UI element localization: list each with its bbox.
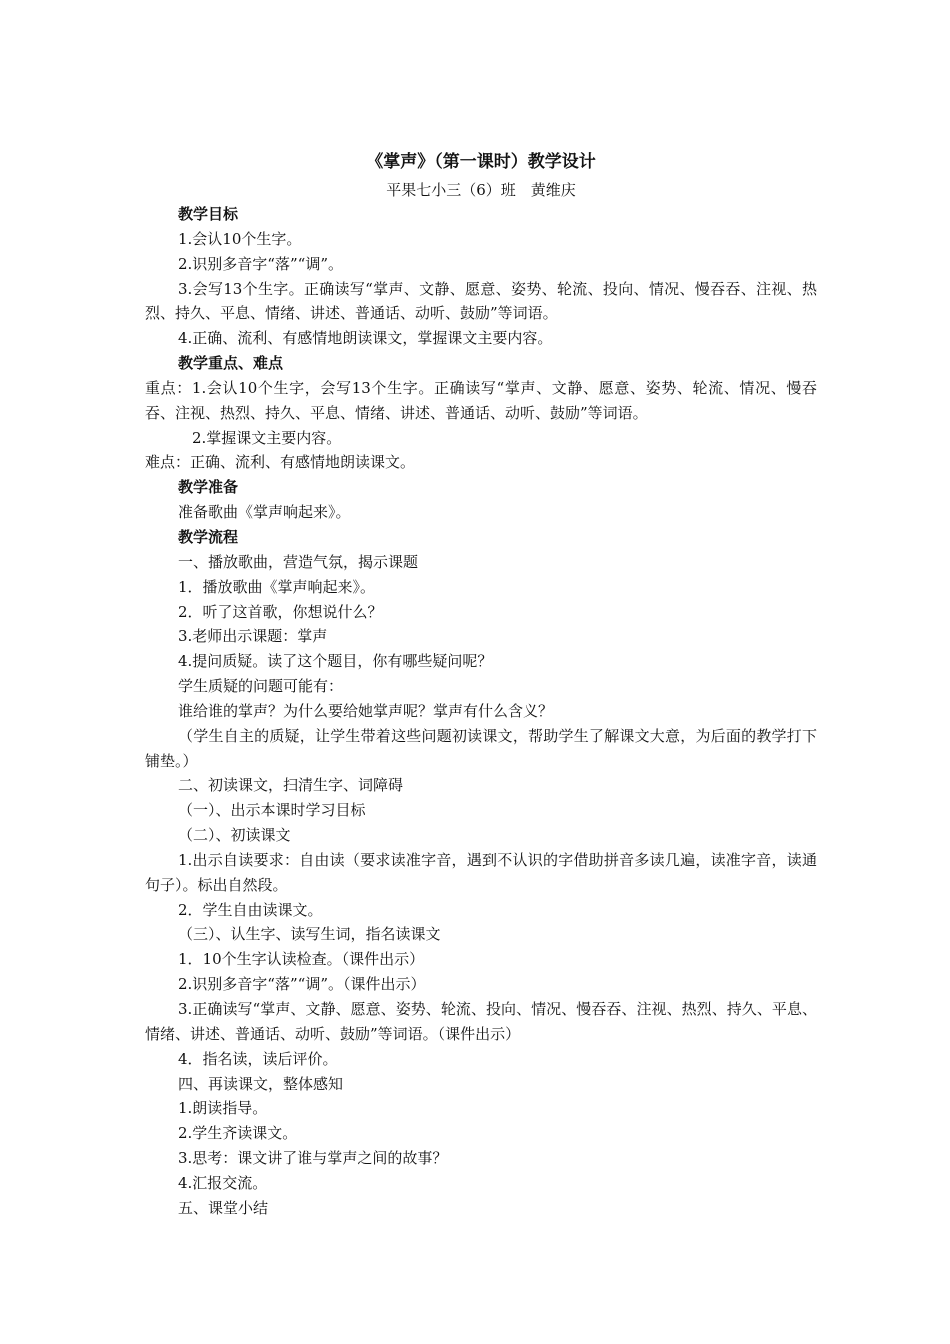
paragraph: 难点：正确、流利、有感情地朗读课文。 xyxy=(145,453,416,472)
paragraph: 四、再读课文，整体感知 xyxy=(178,1074,344,1093)
paragraph: （一）、出示本课时学习目标 xyxy=(178,801,366,820)
paragraph: 4．指名读，读后评价。 xyxy=(178,1049,338,1068)
paragraph: 二、初读课文，扫清生字、词障碍 xyxy=(178,776,404,795)
paragraph: （三）、认生字、读写生词，指名读课文 xyxy=(178,925,441,944)
paragraph: 1.会认10个生字。 xyxy=(178,229,302,248)
paragraph: 2．学生自由读课文。 xyxy=(178,900,323,919)
section-heading: 教学准备 xyxy=(178,478,239,497)
paragraph: 1．播放歌曲《掌声响起来》。 xyxy=(178,577,376,596)
paragraph: 一、播放歌曲，营造气氛，揭示课题 xyxy=(178,552,419,571)
paragraph: 4.提问质疑。读了这个题目，你有哪些疑问呢？ xyxy=(178,652,493,671)
document-body xyxy=(145,146,817,1221)
paragraph: 1.出示自读要求：自由读（要求读准字音，遇到不认识的字借助拼音多读几遍，读准字音，读通句子）。标出自然段。 xyxy=(145,850,817,894)
paragraph: 2.学生齐读课文。 xyxy=(178,1124,298,1143)
document-title: 《掌声》（第一课时）教学设计 xyxy=(366,152,596,172)
section-heading: 教学流程 xyxy=(178,527,239,546)
paragraph: 2.识别多音字“落”“调”。 xyxy=(178,254,343,273)
paragraph: 2.掌握课文主要内容。 xyxy=(192,428,342,447)
paragraph: （学生自主的质疑，让学生带着这些问题初读课文，帮助学生了解课文大意，为后面的教学打下铺垫。） xyxy=(145,726,817,770)
document-author: 平果七小三（6）班 黄维庆 xyxy=(386,181,576,199)
paragraph: 谁给谁的掌声？为什么要给她掌声呢？掌声有什么含义？ xyxy=(178,701,554,720)
paragraph: 2．听了这首歌，你想说什么？ xyxy=(178,602,383,621)
paragraph: 1．10个生字认读检查。（课件出示） xyxy=(178,950,425,969)
paragraph: 准备歌曲《掌声响起来》。 xyxy=(178,503,351,522)
paragraph: （二）、初读课文 xyxy=(178,826,291,845)
paragraph: 学生质疑的问题可能有： xyxy=(178,677,344,696)
section-heading: 教学重点、难点 xyxy=(178,354,284,373)
paragraph: 4.汇报交流。 xyxy=(178,1173,268,1192)
paragraph: 4.正确、流利、有感情地朗读课文，掌握课文主要内容。 xyxy=(178,329,553,348)
section-heading: 教学目标 xyxy=(178,205,239,223)
paragraph: 3.思考：课文讲了谁与掌声之间的故事？ xyxy=(178,1149,448,1168)
paragraph: 3.会写13个生字。正确读写“掌声、文静、愿意、姿势、轮流、投向、情况、慢吞吞、注视、热烈、持久、平息、情绪、讲述、普通话、动听、鼓励”等词语。 xyxy=(145,279,817,323)
paragraph: 3.老师出示课题：掌声 xyxy=(178,627,328,646)
paragraph: 五、课堂小结 xyxy=(178,1198,269,1217)
paragraph: 1.朗读指导。 xyxy=(178,1099,268,1118)
paragraph: 重点：1.会认10个生字，会写13个生字。正确读写“掌声、文静、愿意、姿势、轮流、情况、慢吞吞、注视、热烈、持久、平息、情绪、讲述、普通话、动听、鼓励”等词语。 xyxy=(145,378,817,422)
paragraph-list xyxy=(145,202,817,1221)
paragraph: 2.识别多音字“落”“调”。（课件出示） xyxy=(178,975,426,994)
paragraph: 3.正确读写“掌声、文静、愿意、姿势、轮流、投向、情况、慢吞吞、注视、热烈、持久、平息、情绪、讲述、普通话、动听、鼓励”等词语。（课件出示） xyxy=(145,1000,817,1043)
